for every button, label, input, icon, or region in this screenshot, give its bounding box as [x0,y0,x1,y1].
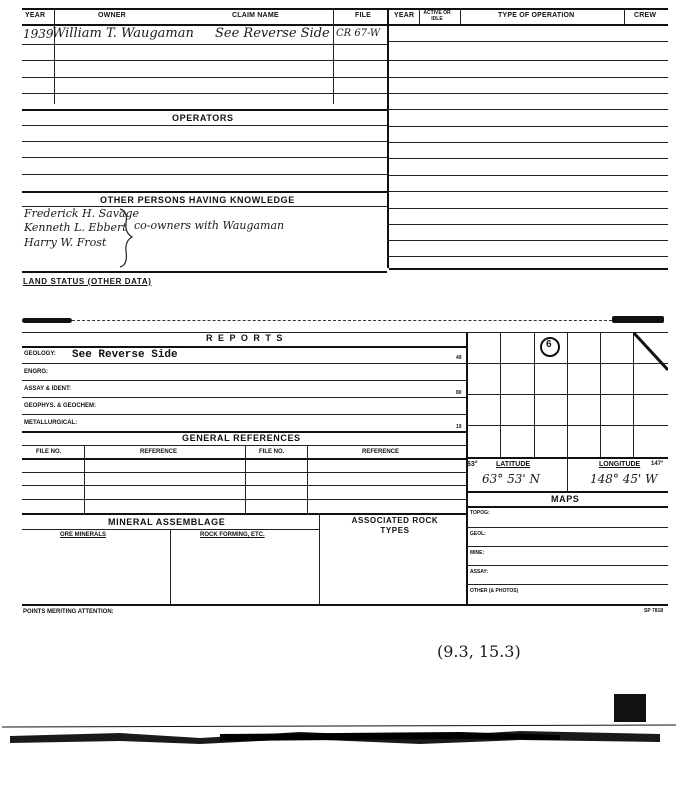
latitude-label: LATITUDE [496,461,531,468]
general-references-heading: GENERAL REFERENCES [182,433,301,443]
other-person-3: Harry W. Frost [24,236,107,249]
claim-owner: William T. Waugaman [52,26,194,41]
claim-name-value: See Reverse Side [215,26,330,41]
other-persons-note: co-owners with Waugaman [134,219,285,232]
other-person-2: Kenneth L. Ebbert [24,221,127,234]
report-num-metallurgical: 19 [456,424,462,430]
scan-bar-top [22,318,72,323]
col-type-of-operation: TYPE OF OPERATION [498,12,575,19]
maps-row-assay: ASSAY: [470,569,489,575]
longitude-value: 148° 45' W [590,472,658,486]
mineral-assemblage-heading: MINERAL ASSEMBLAGE [108,517,226,527]
ref-col-reference-2: REFERENCE [362,449,400,455]
col-owner: OWNER [98,12,126,19]
report-label-assay: ASSAY & IDENT: [24,386,72,392]
operators-heading: OPERATORS [172,113,234,123]
maps-heading: MAPS [551,494,580,504]
col-active-idle: ACTIVE OR IDLE [423,10,451,22]
report-label-metallurgical: METALLURGICAL: [24,420,78,426]
scan-noise-band [0,722,678,752]
maps-row-mine: MINE: [470,550,485,556]
report-num-geology: 49 [456,355,462,361]
ore-minerals-label: ORE MINERALS [60,532,107,538]
long-suffix: 147° [651,461,664,467]
brace-icon [118,207,134,269]
report-label-engrg: ENGRG: [24,369,48,375]
associated-rock-types-label: ASSOCIATED ROCK TYPES [351,516,439,535]
col-claim-name: CLAIM NAME [232,12,279,19]
ref-col-file-no-1: FILE NO. [36,449,62,455]
maps-row-other: OTHER (& PHOTOS) [470,588,519,594]
col-year: YEAR [25,12,46,19]
ref-col-reference-1: REFERENCE [140,449,178,455]
claim-file-value: CR 67-W [336,28,381,39]
other-persons-heading: OTHER PERSONS HAVING KNOWLEDGE [100,195,295,205]
handwritten-coordinates: (9.3, 15.3) [437,642,521,661]
report-num-assay: 80 [456,390,462,396]
col-year-2: YEAR [394,12,415,19]
other-person-1: Frederick H. Savage [24,207,140,220]
scan-bar-right [612,316,664,323]
lat-prefix: 63° [467,461,478,468]
rock-forming-label: ROCK FORMING, ETC. [200,532,265,538]
points-meriting-attention-label: POINTS MERITING ATTENTION: [23,609,114,615]
longitude-label: LONGITUDE [599,461,641,468]
report-value-geology: See Reverse Side [72,349,178,361]
form-number: SP 7818 [644,608,664,614]
maps-row-topog: TOPOG: [470,510,490,516]
grid-marker-number: 6 [546,339,553,350]
report-label-geophys: GEOPHYS. & GEOCHEM: [24,403,97,409]
col-file: FILE [355,12,371,19]
col-crew: CREW [634,12,657,19]
maps-row-geol: GEOL: [470,531,486,537]
land-status-label: LAND STATUS (OTHER DATA) [23,277,152,286]
ref-col-file-no-2: FILE NO. [259,449,285,455]
claim-year: 1939 [23,27,54,41]
report-label-geology: GEOLOGY: [24,351,56,357]
black-square-mark [614,694,646,722]
latitude-value: 63° 53' N [482,472,540,486]
reports-heading: R E P O R T S [206,333,284,343]
corner-slash-icon [633,332,668,372]
